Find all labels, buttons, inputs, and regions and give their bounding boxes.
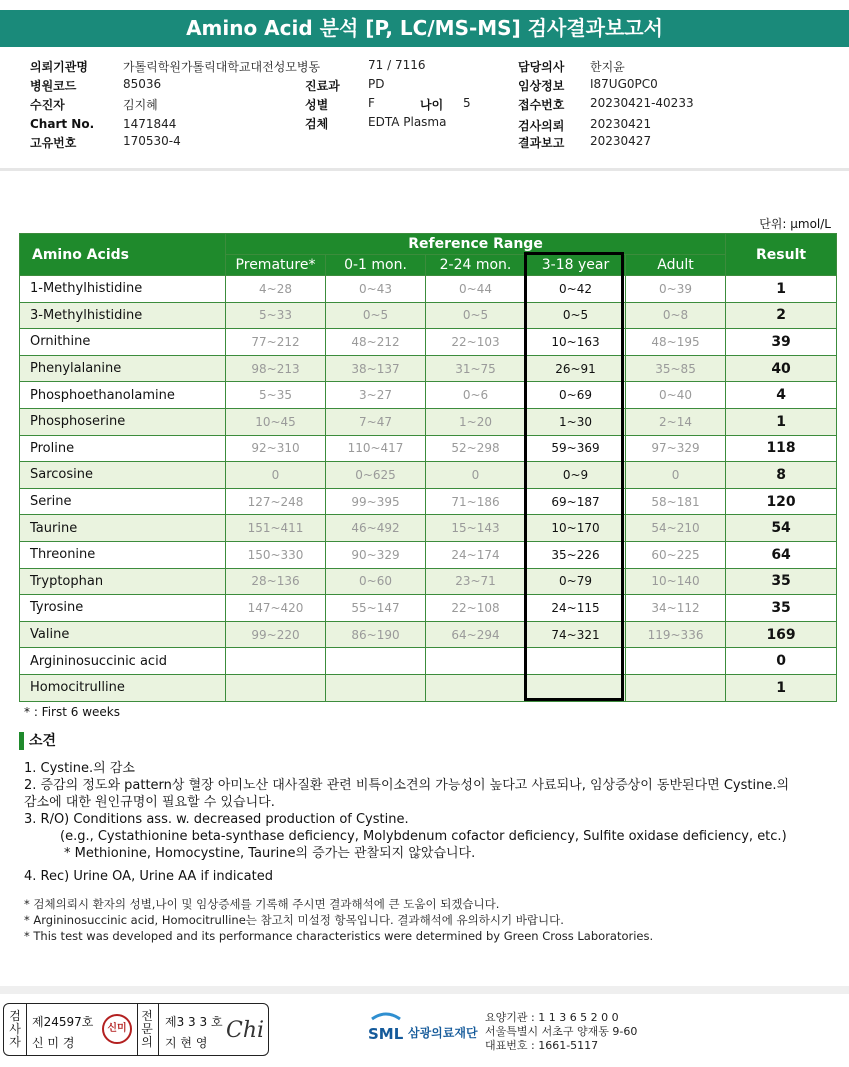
logo-text: SML <box>368 1025 404 1043</box>
table-row <box>20 488 837 515</box>
age-2-24mon-range: 22~108 <box>426 595 526 622</box>
reference-range-header: Reference Range <box>226 234 726 255</box>
age-3-18year-range <box>526 648 626 675</box>
department-label: 진료과 <box>305 79 340 93</box>
age-3-18year-range: 26~91 <box>526 355 626 382</box>
clinical-info-label: 임상정보 <box>518 79 565 93</box>
note-line: * Argininosuccinic acid, Homocitrulline는 참고치 미설정 항목입니다. 결과해석에 유의하시기 바랍니다. <box>24 913 564 927</box>
age-0-1mon-range: 3~27 <box>326 382 426 409</box>
lab-code: 요양기관 : 1 1 3 6 5 2 0 0 <box>485 1011 619 1024</box>
table-row <box>20 595 837 622</box>
adult-range <box>626 674 726 701</box>
amino-acid-name: Ornithine <box>20 329 226 356</box>
premature-range: 150~330 <box>226 541 326 568</box>
age-0-1mon-range <box>326 648 426 675</box>
amino-acid-name: 1-Methylhistidine <box>20 276 226 303</box>
report-date-label: 결과보고 <box>518 136 565 150</box>
premature-header: Premature* <box>226 255 326 276</box>
result-header: Result <box>726 234 837 276</box>
age-3-18year-range <box>526 674 626 701</box>
adult-range: 60~225 <box>626 541 726 568</box>
age-3-18year-range: 0~5 <box>526 302 626 329</box>
amino-acid-name: Taurine <box>20 515 226 542</box>
amino-acid-name: Proline <box>20 435 226 462</box>
age-0-1mon-header: 0-1 mon. <box>326 255 426 276</box>
result-value: 54 <box>726 515 837 542</box>
table-row <box>20 408 837 435</box>
age-2-24mon-range: 0~6 <box>426 382 526 409</box>
age-3-18year-range: 0~42 <box>526 276 626 303</box>
premature-range <box>226 674 326 701</box>
age-0-1mon-range: 7~47 <box>326 408 426 435</box>
age-0-1mon-range: 110~417 <box>326 435 426 462</box>
premature-range: 5~33 <box>226 302 326 329</box>
amino-acid-name: Phenylalanine <box>20 355 226 382</box>
premature-range: 77~212 <box>226 329 326 356</box>
result-value: 1 <box>726 674 837 701</box>
table-row <box>20 276 837 303</box>
lab-name: 삼광의료재단 <box>408 1026 478 1040</box>
chart-no-label: Chart No. <box>30 117 95 131</box>
adult-range: 34~112 <box>626 595 726 622</box>
age-2-24mon-range: 31~75 <box>426 355 526 382</box>
patient-info <box>0 0 849 160</box>
age-3-18year-range: 74~321 <box>526 621 626 648</box>
table-row <box>20 541 837 568</box>
amino-acid-name: Serine <box>20 488 226 515</box>
clinical-info-value: I87UG0PC0 <box>590 77 658 91</box>
request-date-value: 20230421 <box>590 117 652 131</box>
age-3-18year-range: 69~187 <box>526 488 626 515</box>
age-2-24mon-range: 0~44 <box>426 276 526 303</box>
opinion-line: 4. Rec) Urine OA, Urine AA if indicated <box>24 869 273 884</box>
age-value: 5 <box>463 96 471 110</box>
adult-range: 0 <box>626 462 726 489</box>
result-value: 8 <box>726 462 837 489</box>
table-row <box>20 674 837 701</box>
hospital-code-label: 병원코드 <box>30 79 77 93</box>
age-0-1mon-range: 99~395 <box>326 488 426 515</box>
specialist-name: 지 현 영 <box>165 1036 208 1050</box>
adult-range: 2~14 <box>626 408 726 435</box>
table-footnote: * : First 6 weeks <box>24 705 120 719</box>
adult-range: 10~140 <box>626 568 726 595</box>
table-row <box>20 329 837 356</box>
age-2-24mon-range: 0 <box>426 462 526 489</box>
institution-value: 가톨릭학원가톨릭대학교대전성모병동 <box>123 60 321 74</box>
opinion-heading: 소견 <box>19 732 56 750</box>
age-0-1mon-range: 0~625 <box>326 462 426 489</box>
age-2-24mon-range: 24~174 <box>426 541 526 568</box>
opinion-line: * Methionine, Homocystine, Taurine의 증가는 관찰되지 않았습니다. <box>64 846 476 861</box>
lab-address: 서울특별시 서초구 양재동 9-60 <box>485 1025 638 1038</box>
result-value: 118 <box>726 435 837 462</box>
doctor-label: 담당의사 <box>518 60 565 74</box>
unique-no-label: 고유번호 <box>30 136 77 150</box>
amino-acid-name: Tryptophan <box>20 568 226 595</box>
chart-no-value: 1471844 <box>123 117 177 131</box>
age-0-1mon-range: 0~5 <box>326 302 426 329</box>
table-row <box>20 648 837 675</box>
premature-range: 4~28 <box>226 276 326 303</box>
doctor-value: 한지윤 <box>590 60 625 74</box>
premature-range: 10~45 <box>226 408 326 435</box>
tester-seal: 신미 <box>102 1014 132 1044</box>
amino-acid-table <box>19 233 837 702</box>
age-3-18year-header: 3-18 year <box>526 255 626 276</box>
footer-divider <box>0 986 849 994</box>
age-0-1mon-range <box>326 674 426 701</box>
department-value: PD <box>368 77 385 91</box>
examinee-label: 수진자 <box>30 98 65 112</box>
opinion-line: 감소에 대한 원인규명이 필요할 수 있습니다. <box>24 795 275 810</box>
adult-range: 35~85 <box>626 355 726 382</box>
amino-acids-header: Amino Acids <box>20 234 226 276</box>
opinion-line: (e.g., Cystathionine beta-synthase deficiency, Molybdenum cofactor deficiency, Sulfite oxidase deficiency, etc.) <box>60 829 787 844</box>
amino-acid-name: Sarcosine <box>20 462 226 489</box>
amino-acid-name: Valine <box>20 621 226 648</box>
age-2-24mon-header: 2-24 mon. <box>426 255 526 276</box>
signature-box <box>3 1003 269 1056</box>
table-row <box>20 568 837 595</box>
amino-acid-name: Tyrosine <box>20 595 226 622</box>
tester-label: 검사자 <box>9 1009 21 1049</box>
result-value: 120 <box>726 488 837 515</box>
header-divider <box>0 168 849 171</box>
table-row <box>20 515 837 542</box>
report-date-value: 20230427 <box>590 134 652 148</box>
table-row <box>20 382 837 409</box>
specialist-signature: Chi <box>226 1018 265 1043</box>
opinion-text <box>24 760 824 885</box>
tester-name: 신 미 경 <box>32 1036 75 1050</box>
result-value: 0 <box>726 648 837 675</box>
age-3-18year-range: 59~369 <box>526 435 626 462</box>
premature-range: 28~136 <box>226 568 326 595</box>
age-label: 나이 <box>420 98 444 112</box>
age-2-24mon-range: 1~20 <box>426 408 526 435</box>
age-3-18year-range: 1~30 <box>526 408 626 435</box>
note-line: * This test was developed and its performance characteristics were determined by Green Cross Laboratories. <box>24 929 654 943</box>
premature-range: 0 <box>226 462 326 489</box>
age-3-18year-range: 10~170 <box>526 515 626 542</box>
hospital-code-value: 85036 <box>123 77 162 91</box>
premature-range: 151~411 <box>226 515 326 542</box>
amino-acid-rows <box>20 276 837 702</box>
age-0-1mon-range: 55~147 <box>326 595 426 622</box>
request-date-label: 검사의뢰 <box>518 119 565 133</box>
opinion-line: 3. R/O) Conditions ass. w. decreased production of Cystine. <box>24 812 409 827</box>
age-2-24mon-range: 71~186 <box>426 488 526 515</box>
adult-range: 54~210 <box>626 515 726 542</box>
age-2-24mon-range: 52~298 <box>426 435 526 462</box>
lab-phone: 대표번호 : 1661-5117 <box>485 1039 599 1052</box>
table-row <box>20 621 837 648</box>
receipt-no-value: 20230421-40233 <box>590 96 694 110</box>
amino-acid-name: Phosphoethanolamine <box>20 382 226 409</box>
age-0-1mon-range: 0~60 <box>326 568 426 595</box>
result-value: 40 <box>726 355 837 382</box>
unique-no-value: 170530-4 <box>123 134 181 148</box>
note-line: * 검체의뢰시 환자의 성별,나이 및 임상증세를 기록해 주시면 결과해석에 큰 도움이 되겠습니다. <box>24 897 500 911</box>
table-row <box>20 462 837 489</box>
age-2-24mon-range <box>426 674 526 701</box>
specialist-label: 전문의 <box>141 1009 153 1049</box>
age-0-1mon-range: 48~212 <box>326 329 426 356</box>
premature-range: 127~248 <box>226 488 326 515</box>
premature-range: 5~35 <box>226 382 326 409</box>
sex-value: F <box>368 96 375 110</box>
adult-range: 58~181 <box>626 488 726 515</box>
specimen-label: 검체 <box>305 117 329 131</box>
age-0-1mon-range: 46~492 <box>326 515 426 542</box>
premature-range: 99~220 <box>226 621 326 648</box>
receipt-no-label: 접수번호 <box>518 98 565 112</box>
notes <box>24 896 653 944</box>
result-value: 4 <box>726 382 837 409</box>
opinion-line: 2. 증감의 정도와 pattern상 혈장 아미노산 대사질환 관련 비특이소견의 가능성이 높다고 사료되나, 임상증상이 동반된다면 Cystine.의 <box>24 778 790 793</box>
specimen-value: EDTA Plasma <box>368 115 447 129</box>
report-title: Amino Acid 분석 [P, LC/MS-MS] 검사결과보고서 <box>0 10 849 47</box>
result-value: 1 <box>726 408 837 435</box>
premature-range <box>226 648 326 675</box>
result-value: 39 <box>726 329 837 356</box>
result-value: 64 <box>726 541 837 568</box>
age-2-24mon-range: 64~294 <box>426 621 526 648</box>
result-value: 2 <box>726 302 837 329</box>
opinion-line: 1. Cystine.의 감소 <box>24 761 135 776</box>
adult-range: 119~336 <box>626 621 726 648</box>
amino-acid-name: Homocitrulline <box>20 674 226 701</box>
institution-label: 의뢰기관명 <box>30 60 88 74</box>
result-value: 35 <box>726 595 837 622</box>
sml-logo-icon <box>366 1011 406 1047</box>
age-2-24mon-range: 15~143 <box>426 515 526 542</box>
result-value: 35 <box>726 568 837 595</box>
unit-label: 단위: μmol/L <box>759 217 831 231</box>
result-value: 1 <box>726 276 837 303</box>
amino-acid-name: Phosphoserine <box>20 408 226 435</box>
age-3-18year-range: 24~115 <box>526 595 626 622</box>
adult-range: 48~195 <box>626 329 726 356</box>
table-row <box>20 435 837 462</box>
tester-license-no: 제24597호 <box>32 1015 94 1029</box>
adult-range: 0~8 <box>626 302 726 329</box>
table-row <box>20 302 837 329</box>
age-0-1mon-range: 0~43 <box>326 276 426 303</box>
amino-acid-name: Argininosuccinic acid <box>20 648 226 675</box>
ward-value: 71 / 7116 <box>368 58 426 72</box>
age-0-1mon-range: 90~329 <box>326 541 426 568</box>
amino-acid-name: 3-Methylhistidine <box>20 302 226 329</box>
age-3-18year-range: 0~79 <box>526 568 626 595</box>
age-2-24mon-range: 22~103 <box>426 329 526 356</box>
age-2-24mon-range: 0~5 <box>426 302 526 329</box>
premature-range: 92~310 <box>226 435 326 462</box>
premature-range: 147~420 <box>226 595 326 622</box>
adult-range: 0~40 <box>626 382 726 409</box>
age-0-1mon-range: 38~137 <box>326 355 426 382</box>
amino-acid-name: Threonine <box>20 541 226 568</box>
sex-label: 성별 <box>305 98 329 112</box>
adult-range: 97~329 <box>626 435 726 462</box>
age-3-18year-range: 0~69 <box>526 382 626 409</box>
age-2-24mon-range: 23~71 <box>426 568 526 595</box>
table-row <box>20 355 837 382</box>
adult-range: 0~39 <box>626 276 726 303</box>
examinee-value: 김지혜 <box>123 98 158 112</box>
age-2-24mon-range <box>426 648 526 675</box>
premature-range: 98~213 <box>226 355 326 382</box>
age-3-18year-range: 0~9 <box>526 462 626 489</box>
adult-range <box>626 648 726 675</box>
age-0-1mon-range: 86~190 <box>326 621 426 648</box>
adult-header: Adult <box>626 255 726 276</box>
result-value: 169 <box>726 621 837 648</box>
age-3-18year-range: 10~163 <box>526 329 626 356</box>
specialist-license-no: 제3 3 3 호 <box>165 1015 223 1029</box>
age-3-18year-range: 35~226 <box>526 541 626 568</box>
lab-info <box>485 1011 637 1053</box>
